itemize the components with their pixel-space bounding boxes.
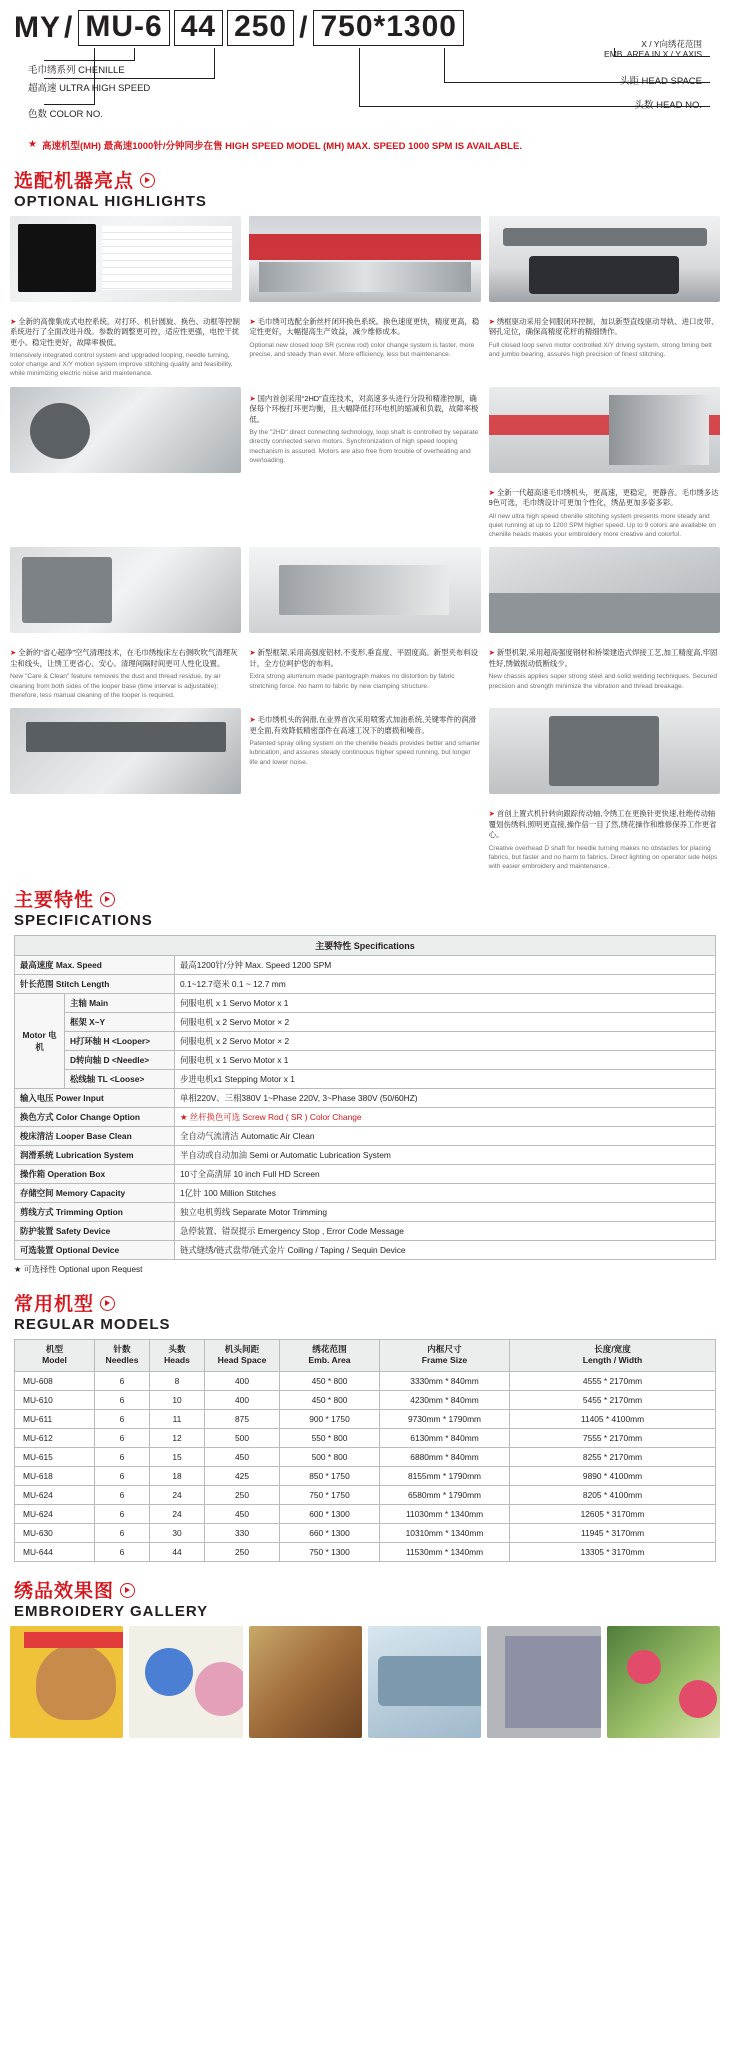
cell-heads: 30 — [150, 1523, 205, 1542]
embroidery-gallery — [0, 1626, 730, 1738]
red-arrow-icon: ➤ — [249, 393, 256, 403]
cell-length-width: 4555 * 2170mm — [510, 1371, 716, 1390]
col-head-space-cn: 机头间距 — [224, 1344, 260, 1355]
col-frame-size-cn: 内框尺寸 — [427, 1344, 462, 1355]
cell-model: MU-624 — [15, 1504, 95, 1523]
cell-length-width: 11405 * 4100mm — [510, 1409, 716, 1428]
overhead-d-shaft-photo — [489, 708, 720, 794]
highlight-item-2 — [249, 216, 480, 302]
spec-key-lubrication: 润滑系统 Lubrication System — [15, 1146, 175, 1165]
control-panel-photo — [10, 216, 241, 302]
col-needles-en: Needles — [105, 1355, 139, 1366]
spec-val-memory: 1亿针 100 Million Stitches — [175, 1184, 716, 1203]
cell-heads: 24 — [150, 1504, 205, 1523]
cell-length-width: 8205 * 4100mm — [510, 1485, 716, 1504]
pantograph-frame-photo — [249, 547, 480, 633]
highlight-text-7-en: Extra strong aluminum made pantograph makes no distortion by fabric stretching force. No harm to fabric by new clamping structure. — [249, 673, 455, 690]
highlights-photo-row-1 — [10, 216, 720, 302]
highlight-text-9 — [249, 708, 480, 794]
label-emb-area-en: EMB. AREA IN X / Y AXIS — [604, 48, 702, 59]
highlights-row-4 — [10, 708, 720, 794]
spec-val-lubrication: 半自动或自动加油 Semi or Automatic Lubrication System — [175, 1146, 716, 1165]
specs-title-en: SPECIFICATIONS — [14, 912, 153, 930]
spec-key-max-speed: 最高速度 Max. Speed — [15, 956, 175, 975]
col-length-width-cn: 长度/宽度 — [594, 1344, 631, 1355]
table-row — [15, 1371, 716, 1390]
specs-footnote: ★ 可选择性 Optional upon Request — [14, 1265, 143, 1275]
teddy-bear-embroidery — [10, 1626, 123, 1738]
cell-head-space: 400 — [205, 1390, 280, 1409]
model-code-prefix: MY — [14, 10, 61, 44]
highlight-text-1-cn: ➤ 全新的高像集成式电控系统。对打环、机针圆旋、换色、动框等控制系统进行了全面改进升级。参数的调整更可控，适应性更强，电控干扰更小。稳定性更好，故障率极低。 — [10, 316, 240, 347]
col-frame-size-en: Frame Size — [421, 1355, 468, 1366]
spec-val-stitch-length: 0.1~12.7毫米 0.1 ~ 12.7 mm — [175, 975, 716, 994]
highlight-text-4-en: By the "2HD" direct connecting technology, loop shaft is controlled by separate directly connected servo motors. Synchronization of high speed looping mechanism is assured. Motors are also free from trouble of overheating and overloading. — [249, 429, 479, 464]
leader-line-4 — [214, 48, 215, 78]
cell-head-space: 875 — [205, 1409, 280, 1428]
label-ultra-high-speed: 超高速 ULTRA HIGH SPEED — [28, 82, 151, 94]
cell-model: MU-608 — [15, 1371, 95, 1390]
highlight-item-4 — [10, 387, 241, 473]
highlights-grid — [0, 216, 730, 872]
red-arrow-icon: ➤ — [10, 316, 17, 326]
col-model-cn: 机型 — [45, 1344, 64, 1355]
highlight-text-5-en: All new ultra high speed chenille stitching system presents more steady and quiet running at up to 1200 SPM higher speed. Up to 9 colors are available on chenille heads makes your embroidery more creative and colorful. — [488, 512, 716, 539]
table-row — [15, 1542, 716, 1561]
cell-heads: 11 — [150, 1409, 205, 1428]
red-arrow-icon: ➤ — [488, 809, 495, 819]
spec-key-motor-needle: D转向轴 D <Needle> — [65, 1051, 175, 1070]
high-speed-notice — [28, 138, 702, 152]
table-row — [15, 1390, 716, 1409]
cell-length-width: 5455 * 2170mm — [510, 1390, 716, 1409]
cell-emb-area: 450 * 800 — [280, 1390, 380, 1409]
arrow-right-icon — [120, 1583, 135, 1598]
table-row — [15, 1222, 716, 1241]
cell-frame-size: 3330mm * 840mm — [380, 1371, 510, 1390]
cell-length-width: 9890 * 4100mm — [510, 1466, 716, 1485]
cell-heads: 15 — [150, 1447, 205, 1466]
highlight-text-5 — [489, 481, 720, 540]
table-row — [15, 1203, 716, 1222]
leader-line-1 — [134, 48, 135, 60]
cell-model: MU-630 — [15, 1523, 95, 1542]
label-head-no: 头数 HEAD NO. — [634, 99, 702, 111]
highlight-text-3-cn: ➤ 绣框驱动采用全伺服闭环控制，加以新型直线驱动导轨、进口皮带、钢孔定位，确保高精度花杆的精细绣作。 — [488, 316, 719, 337]
highlight-item-5 — [489, 387, 720, 473]
arrow-right-icon — [140, 173, 155, 188]
label-chenille: 毛巾绣系列 CHENILLE — [28, 64, 125, 76]
multi-head-machine-photo — [489, 387, 720, 473]
label-color-no: 色数 COLOR NO. — [28, 108, 103, 120]
section-title-gallery — [14, 1576, 716, 1620]
highlight-text-9-cn: ➤ 毛巾绣机头的润滑,在业界首次采用喷雾式加油系统,关键零件的润滑更全面,有效降低精密部件在高速工况下的磨损和噪音。 — [249, 715, 476, 735]
col-model — [15, 1340, 95, 1371]
spec-key-motor-main: 主轴 Main — [65, 994, 175, 1013]
highlights-title-cn: 选配机器亮点 — [14, 170, 135, 192]
air-cleaning-photo — [10, 547, 241, 633]
model-code-callouts — [14, 38, 716, 132]
table-row — [15, 1241, 716, 1260]
col-emb-area-cn: 绣花范围 — [312, 1344, 347, 1355]
cell-needles: 6 — [95, 1409, 150, 1428]
cell-needles: 6 — [95, 1504, 150, 1523]
highlight-text-6-cn: ➤ 全新的“省心超净”空气清理技术，在毛巾绣梭床左右侧吹吹气清理灰尘和线头，让绣工更省心、安心。清理间隔时间更可人性化设置。 — [10, 648, 238, 668]
col-heads-cn: 头数 — [168, 1344, 186, 1355]
col-head-space — [205, 1340, 280, 1371]
cell-model: MU-612 — [15, 1428, 95, 1447]
cell-head-space: 425 — [205, 1466, 280, 1485]
spec-key-optional-device: 可选装置 Optional Device — [15, 1241, 175, 1260]
table-row — [15, 1108, 716, 1127]
highlight-text-9-en: Patented spray oiling system on the chenille heads provides better and smarter lubrication, and assures steady continuous higher speed running, but longer life and lower noise. — [249, 740, 481, 766]
table-row — [15, 975, 716, 994]
highlight-item-10 — [489, 708, 720, 794]
spec-val-color-change: ★ 丝杆换色可选 Screw Rod ( SR ) Color Change — [175, 1108, 716, 1127]
highlight-text-8-cn: ➤ 新型机架,采用超高强度钢材和桥梁建造式焊接工艺,加工精度高,牢固性好,绣做振动低断线少。 — [488, 648, 718, 668]
spec-val-safety: 急停装置、错误提示 Emergency Stop , Error Code Message — [175, 1222, 716, 1241]
highlight-text-10-en: Creative overhead D shaft for needle turning makes no obstacles for placing fabrics, but faster and no harm to fabrics. Direct lighting on operator side helps with easier embroidery and maintenance. — [488, 844, 718, 871]
cell-frame-size: 4230mm * 840mm — [380, 1390, 510, 1409]
model-code-emb-area: 750*1300 — [313, 10, 463, 46]
highlight-text-2-cn: ➤ 毛巾绣可选配全新丝杆闭环换色系统。换色速度更快，精度更高，稳定性更好，大幅提高生产效益，减少维修成本。 — [249, 316, 480, 337]
spec-key-safety: 防护装置 Safety Device — [15, 1222, 175, 1241]
col-heads-en: Heads — [164, 1355, 190, 1366]
spec-val-trimming: 独立电机剪线 Separate Motor Trimming — [175, 1203, 716, 1222]
table-row — [15, 1523, 716, 1542]
spec-val-motor-main: 伺服电机 x 1 Servo Motor x 1 — [175, 994, 716, 1013]
cell-heads: 18 — [150, 1466, 205, 1485]
cell-heads: 44 — [150, 1542, 205, 1561]
col-length-width-en: Length / Width — [582, 1355, 643, 1366]
spec-val-motor-loose: 步进电机x1 Stepping Motor x 1 — [175, 1070, 716, 1089]
table-row — [15, 1032, 716, 1051]
cell-head-space: 400 — [205, 1371, 280, 1390]
specifications-table — [14, 935, 716, 1260]
highlight-text-7-cn: ➤ 新型框架,采用高强度铝材,不变形,垂直度、平固度高。新型夹布料设计，全方位呵护您的布料。 — [249, 648, 479, 668]
auto-lubrication-photo — [10, 708, 241, 794]
highlight-text-6 — [10, 641, 241, 700]
table-header-row — [15, 1340, 716, 1371]
leader-line-7 — [44, 104, 95, 105]
highlight-text-1-en: Intensively integrated control system and upgraded looping, needle turning, color change and X/Y motion system improve stitching quality and feasibility, while minimizing electric noise and maintenance. — [10, 352, 233, 378]
leader-line-2 — [44, 60, 135, 61]
blue-floral-towel-embroidery — [368, 1626, 481, 1738]
col-needles — [95, 1340, 150, 1371]
cell-needles: 6 — [95, 1447, 150, 1466]
gallery-title-cn: 绣品效果图 — [14, 1580, 115, 1602]
cell-head-space: 450 — [205, 1447, 280, 1466]
highlight-text-5-cn: ➤ 全新一代超高速毛巾绣机头，更高速，更稳定，更静音。毛巾绣多达9色可选，毛巾绣设计可更加个性化，绣品更加多姿多彩。 — [488, 487, 719, 508]
spec-val-looper-clean: 全自动气流清洁 Automatic Air Clean — [175, 1127, 716, 1146]
red-arrow-icon: ➤ — [10, 648, 17, 658]
red-arrow-icon: ➤ — [249, 715, 256, 725]
table-row — [15, 1504, 716, 1523]
highlight-text-1 — [10, 310, 241, 379]
cell-model: MU-611 — [15, 1409, 95, 1428]
red-arrow-icon: ➤ — [249, 648, 256, 658]
table-row — [15, 1146, 716, 1165]
highlights-photo-row-3 — [10, 547, 720, 633]
cell-model: MU-618 — [15, 1466, 95, 1485]
table-row — [15, 1409, 716, 1428]
table-row — [15, 1089, 716, 1108]
red-arrow-icon: ➤ — [488, 648, 495, 658]
cell-frame-size: 6880mm * 840mm — [380, 1447, 510, 1466]
spec-key-stitch-length: 针长范围 Stitch Length — [15, 975, 175, 994]
col-heads — [150, 1340, 205, 1371]
table-row — [15, 1013, 716, 1032]
arrow-right-icon — [100, 1296, 115, 1311]
highlight-item-9 — [10, 708, 241, 794]
cell-frame-size: 6580mm * 1790mm — [380, 1485, 510, 1504]
cell-frame-size: 8155mm * 1790mm — [380, 1466, 510, 1485]
spec-key-trimming: 剪线方式 Trimming Option — [15, 1203, 175, 1222]
highlight-item-1 — [10, 216, 241, 302]
welded-chassis-photo — [489, 547, 720, 633]
highlight-text-7 — [249, 641, 480, 700]
cell-emb-area: 900 * 1750 — [280, 1409, 380, 1428]
highlight-text-2 — [249, 310, 480, 379]
table-row — [15, 956, 716, 975]
color-change-system-photo — [249, 216, 480, 302]
star-icon: ★ — [28, 139, 37, 150]
cell-emb-area: 660 * 1300 — [280, 1523, 380, 1542]
table-row — [15, 1127, 716, 1146]
col-length-width — [510, 1340, 716, 1371]
table-header-row — [15, 936, 716, 956]
col-emb-area — [280, 1340, 380, 1371]
cell-needles: 6 — [95, 1523, 150, 1542]
highlight-text-2-en: Optional new closed loop SR (screw rod) color change system is faster, more precise, and steady than ever. More efficiency, less but maintenance. — [249, 341, 475, 358]
col-emb-area-en: Emb. Area — [308, 1355, 351, 1366]
model-header — [0, 0, 730, 152]
col-needles-cn: 针数 — [113, 1344, 131, 1355]
cell-emb-area: 600 * 1300 — [280, 1504, 380, 1523]
cell-emb-area: 850 * 1750 — [280, 1466, 380, 1485]
spec-key-motor-loose: 松线轴 TL <Loose> — [65, 1070, 175, 1089]
cell-frame-size: 11030mm * 1340mm — [380, 1504, 510, 1523]
cell-emb-area: 500 * 800 — [280, 1447, 380, 1466]
model-code-head-space: 250 — [227, 10, 294, 46]
cell-head-space: 450 — [205, 1504, 280, 1523]
cell-needles: 6 — [95, 1428, 150, 1447]
model-code-heads: 44 — [174, 10, 223, 46]
highlight-item-3 — [489, 216, 720, 302]
table-row — [15, 1466, 716, 1485]
col-frame-size — [380, 1340, 510, 1371]
highlight-text-4-cn: ➤ 国内首创采用“2HD”直连技术，对高速多头进行分段和精准控制，确保每个环梭打环更均衡，且大幅降低打环电机的缩减和负载，故障率极低。 — [249, 393, 479, 424]
col-head-space-en: Head Space — [217, 1355, 267, 1366]
leader-line-6 — [94, 48, 95, 104]
red-arrow-icon: ➤ — [249, 316, 256, 326]
leader-line-10 — [444, 48, 445, 82]
models-title-cn: 常用机型 — [14, 1294, 95, 1316]
highlights-title-en: OPTIONAL HIGHLIGHTS — [14, 192, 207, 210]
spec-key-motor-looper: H打环轴 H <Looper> — [65, 1032, 175, 1051]
label-emb-area-cn: X / Y向绣花范围 — [641, 38, 702, 49]
cell-model: MU-615 — [15, 1447, 95, 1466]
section-title-models — [14, 1289, 716, 1333]
regular-models-table — [14, 1339, 716, 1561]
specifications-table-wrap — [0, 935, 730, 1275]
section-title-highlights — [14, 166, 716, 210]
section-title-specs — [14, 885, 716, 929]
highlight-text-3-en: Full closed loop servo motor controlled X/Y driving system, strong timing belt and jumbo bearing, assures high precision of finest stitching. — [488, 341, 712, 358]
models-table-wrap — [0, 1339, 730, 1561]
cell-heads: 10 — [150, 1390, 205, 1409]
spec-val-operation-box: 10寸全高清屏 10 inch Full HD Screen — [175, 1165, 716, 1184]
highlight-item-6 — [10, 547, 241, 633]
high-speed-notice-text: 高速机型(MH) 最高速1000针/分钟同步在售 HIGH SPEED MODEL (MH) MAX. SPEED 1000 SPM IS AVAILABLE. — [41, 140, 522, 152]
label-head-space: 头距 HEAD SPACE — [619, 75, 702, 87]
cell-length-width: 8255 * 2170mm — [510, 1447, 716, 1466]
specs-title-cn: 主要特性 — [14, 890, 95, 912]
cell-frame-size: 6130mm * 840mm — [380, 1428, 510, 1447]
spec-key-motor-xy: 框架 X~Y — [65, 1013, 175, 1032]
table-row — [15, 1165, 716, 1184]
highlights-text-row-3 — [10, 641, 720, 700]
spec-val-motor-looper: 伺服电机 x 2 Servo Motor × 2 — [175, 1032, 716, 1051]
table-row — [15, 1070, 716, 1089]
spec-val-max-speed: 最高1200针/分钟 Max. Speed 1200 SPM — [175, 956, 716, 975]
cell-heads: 24 — [150, 1485, 205, 1504]
cell-needles: 6 — [95, 1485, 150, 1504]
table-row — [15, 1447, 716, 1466]
model-code-slash-1: / — [64, 10, 74, 44]
highlights-row-4b — [10, 802, 720, 871]
table-row — [15, 1428, 716, 1447]
cell-heads: 12 — [150, 1428, 205, 1447]
spec-key-looper-clean: 梭床清洁 Looper Base Clean — [15, 1127, 175, 1146]
highlights-row-2b — [10, 481, 720, 540]
cell-length-width: 12605 * 3170mm — [510, 1504, 716, 1523]
cell-length-width: 13305 * 3170mm — [510, 1542, 716, 1561]
model-code-slash-2: / — [299, 10, 309, 44]
arrow-right-icon — [100, 892, 115, 907]
highlights-row-2 — [10, 387, 720, 473]
mickey-letters-embroidery — [129, 1626, 242, 1738]
spec-key-color-change: 换色方式 Color Change Option — [15, 1108, 175, 1127]
spec-val-motor-xy: 伺服电机 x 2 Servo Motor × 2 — [175, 1013, 716, 1032]
spec-key-motor: Motor 电机 — [15, 994, 65, 1089]
cell-needles: 6 — [95, 1390, 150, 1409]
cell-head-space: 250 — [205, 1542, 280, 1561]
highlight-text-10 — [489, 802, 720, 871]
leader-line-12 — [359, 48, 360, 106]
highlight-text-8-en: New chassis applies super strong steel and solid welding techniques. Secured precision and strength minimize the vibration and thread breakage. — [488, 673, 718, 690]
cell-emb-area: 750 * 1300 — [280, 1542, 380, 1561]
cell-length-width: 7555 * 2170mm — [510, 1428, 716, 1447]
cell-frame-size: 9730mm * 1790mm — [380, 1409, 510, 1428]
cell-model: MU-644 — [15, 1542, 95, 1561]
model-code — [14, 10, 716, 46]
col-model-en: Model — [42, 1355, 67, 1366]
spec-key-power-input: 输入电压 Power Input — [15, 1089, 175, 1108]
gallery-title-en: EMBROIDERY GALLERY — [14, 1602, 209, 1620]
cell-needles: 6 — [95, 1466, 150, 1485]
cell-frame-size: 10310mm * 1340mm — [380, 1523, 510, 1542]
cell-frame-size: 11530mm * 1340mm — [380, 1542, 510, 1561]
cell-model: MU-624 — [15, 1485, 95, 1504]
spec-key-operation-box: 操作箱 Operation Box — [15, 1165, 175, 1184]
cell-emb-area: 450 * 800 — [280, 1371, 380, 1390]
highlight-text-8 — [489, 641, 720, 700]
cell-length-width: 11945 * 3170mm — [510, 1523, 716, 1542]
servo-drive-photo — [489, 216, 720, 302]
green-floral-embroidery — [607, 1626, 720, 1738]
spec-key-memory: 存储空间 Memory Capacity — [15, 1184, 175, 1203]
cell-emb-area: 550 * 800 — [280, 1428, 380, 1447]
highlights-text-row-1 — [10, 310, 720, 379]
cell-heads: 8 — [150, 1371, 205, 1390]
cell-head-space: 330 — [205, 1523, 280, 1542]
leader-line-5 — [44, 78, 215, 79]
highlight-text-3 — [489, 310, 720, 379]
highlight-text-4 — [249, 387, 480, 473]
highlight-text-10-cn: ➤ 首创上置式机针转向跟踪传动轴,令绣工在更换针更快速,杜绝传动轴覆划伤绣料,照明更直接,操作倍一目了然,绣花操作和维修保养工作更省心。 — [488, 809, 717, 840]
table-row — [15, 1184, 716, 1203]
spec-val-power-input: 单相220V、三相380V 1~Phase 220V, 3~Phase 380V (50/60HZ) — [175, 1089, 716, 1108]
cell-needles: 6 — [95, 1371, 150, 1390]
cell-head-space: 500 — [205, 1428, 280, 1447]
spec-val-optional-device: 链式缝绣/链式盘带/链式金片 Coiling / Taping / Sequin Device — [175, 1241, 716, 1260]
spec-val-motor-needle: 伺服电机 x 1 Servo Motor x 1 — [175, 1051, 716, 1070]
red-arrow-icon: ➤ — [488, 487, 495, 497]
highlight-item-7 — [249, 547, 480, 633]
tiger-rug-embroidery — [249, 1626, 362, 1738]
specs-table-header: 主要特性 Specifications — [15, 936, 716, 956]
models-title-en: REGULAR MODELS — [14, 1316, 171, 1334]
grey-purple-sweater-embroidery — [487, 1626, 600, 1738]
table-row — [15, 1051, 716, 1070]
highlight-text-6-en: New "Care & Clean" feature removes the dust and thread residue, by air cleaning from both sides of the looper base (time interval is adjustable); therefore, less manual cleaning of the looper is required. — [10, 673, 221, 699]
highlight-item-8 — [489, 547, 720, 633]
model-code-series: MU-6 — [78, 10, 169, 46]
cell-head-space: 250 — [205, 1485, 280, 1504]
cell-emb-area: 750 * 1750 — [280, 1485, 380, 1504]
2hd-shaft-photo — [10, 387, 241, 473]
cell-needles: 6 — [95, 1542, 150, 1561]
red-arrow-icon: ➤ — [488, 316, 495, 326]
cell-model: MU-610 — [15, 1390, 95, 1409]
table-row — [15, 994, 716, 1013]
table-row — [15, 1485, 716, 1504]
